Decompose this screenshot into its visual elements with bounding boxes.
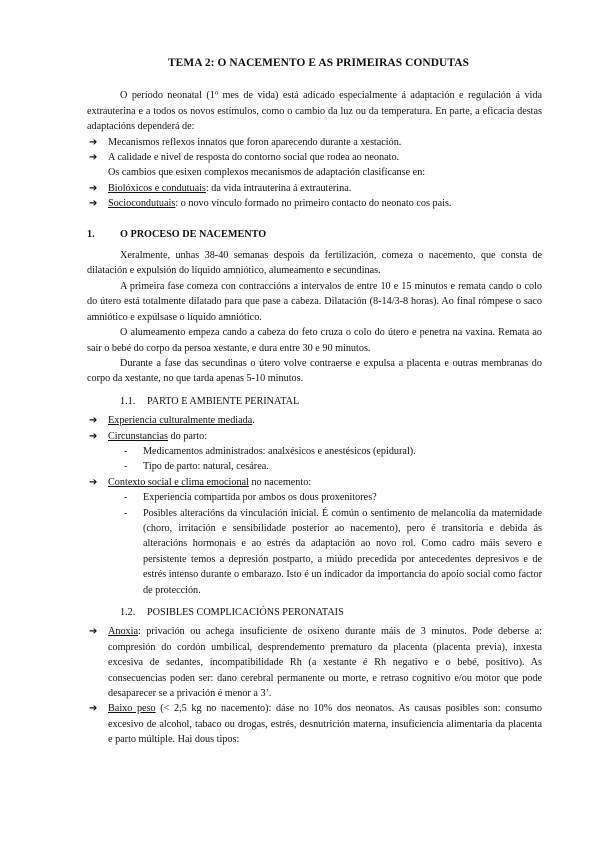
arrow-icon: ➔ (89, 476, 98, 488)
list-item (87, 701, 542, 747)
list-term: Experiencia culturalmente mediada (108, 415, 253, 427)
sub-list-text: Posibles alteracións da vinculación inicial. É común o sentimento de melancolía da maternidade (choro, irritación e sensibilidade posterior ao nacemento), pero é transitoria e debida ás alteracións hormonais e ao estrés da adaptación ao novo rol. Como cadro máis severo e persistente temos a depresión postparto, a miúdo precedida por antecedentes depresivos e de estrés intenso durante o embarazo. Isto é un indicador da importancia do apoio social como factor de protección. (143, 507, 542, 596)
intro-bullet (87, 150, 542, 165)
sub-list-item (87, 490, 542, 505)
sub-list-item (87, 444, 542, 459)
list-text: . (252, 415, 255, 427)
list-text: do parto: (167, 430, 208, 442)
class-text: : o novo vínculo formado no primeiro contacto do neonato cos pais. (175, 198, 452, 210)
list-term: Anoxia (108, 626, 138, 638)
list-term: Circunstancias (108, 430, 168, 442)
list-text: : privación ou achega insuficiente de osíxeno durante máis de 3 minutos. Pode deberse a: compresión do cordón umbilical, desprendemento prematuro da placenta (placenta previa), inxesta excesiva de sedantes, incompatibilidade Rh (a xestante é Rh negativo e o bebé, positivo). As consecuencias poden ser: dano cerebral permanente ou morte, e retraso cognitivo e/ou motor que pode desaparecer se a privación é menor a 3’. (108, 626, 542, 700)
arrow-icon: ➔ (89, 152, 98, 164)
subsection-heading (87, 605, 542, 620)
arrow-icon: ➔ (89, 182, 98, 194)
class-bullet (87, 181, 542, 196)
arrow-icon: ➔ (89, 415, 98, 427)
intro-paragraph: O período neonatal (1º mes de vida) está adicado especialmente á adaptación e regulación á vida extrauterina e a todos os novos estímulos, como o cambio da luz ou da temperatura. En parte, a eficacia destas adaptacións dependerá de: (87, 90, 542, 133)
arrow-icon: ➔ (89, 198, 98, 210)
arrow-icon: ➔ (89, 136, 98, 148)
subsection-title: POSIBLES COMPLICACIÓNS PERONATAIS (147, 607, 344, 618)
body-paragraph: Xeralmente, unhas 38-40 semanas despois da fertilización, comeza o nacemento, que consta de dilatación e expulsión do líquido amniótico, alumeamento e secundinas. (87, 250, 542, 277)
class-term: Sociocondutuais (108, 198, 176, 210)
arrow-icon: ➔ (89, 430, 98, 442)
sub-list-item (87, 506, 542, 598)
section-title: O PROCESO DE NACEMENTO (120, 228, 267, 240)
list-item (87, 624, 542, 701)
list-term: Baixo peso (108, 703, 156, 715)
intro-note: Os cambios que esixen complexos mecanismos de adaptación clasifícanse en: (108, 167, 426, 179)
intro-bullet-text: A calidade e nivel de resposta do contorno social que rodea ao neonato. (108, 152, 400, 164)
list-item (87, 429, 542, 444)
body-paragraph: O alumeamento empeza cando a cabeza do feto cruza o colo do útero e penetra na vaxina. Remata ao saír o bebé do corpo da persoa xestante, e dura entre 30 e 90 minutos. (87, 327, 542, 354)
section-number: 1. (87, 228, 95, 240)
dash-marker: - (124, 445, 128, 457)
sub-list-text: Experiencia compartida por ambos os dous proxenitores? (143, 492, 377, 504)
subsection-heading (87, 394, 542, 409)
subsection-number: 1.1. (120, 395, 136, 407)
intro-bullet (87, 135, 542, 150)
page-title: TEMA 2: O NACEMENTO E AS PRIMEIRAS CONDUTAS (167, 57, 470, 69)
body-paragraph: A primeira fase comeza con contraccións a intervalos de entre 10 e 15 minutos e remata cando o colo do útero está totalmente dilatado para que pase a cabeza. Dilatación (8-14/3-8 horas). Ao final rómpese o saco amniótico e expúlsase o líquido amniótico. (87, 280, 542, 323)
list-text: (< 2,5 kg no nacemento): dáse no 10% dos neonatos. As causas posibles son: consumo excesivo de alcohol, tabaco ou drogas, estrés, desnutrición materna, insuficiencia alimentaria da placenta e parto múltiple. Hai dous tipos: (108, 703, 542, 746)
subsection-title: PARTO E AMBIENTE PERINATAL (147, 395, 300, 407)
section-heading (87, 227, 542, 242)
sub-list-item (87, 459, 542, 474)
list-term: Contexto social e clima emocional (108, 476, 249, 488)
class-bullet (87, 196, 542, 211)
sub-list-text: Medicamentos administrados: analxésicos e anestésicos (epidural). (143, 445, 416, 457)
dash-marker: - (124, 507, 128, 519)
dash-marker: - (124, 461, 128, 473)
intro-bullet-text: Mecanismos reflexos innatos que foron aparecendo durante a xestación. (108, 136, 402, 148)
arrow-icon: ➔ (89, 703, 98, 715)
subsection-number: 1.2. (120, 607, 136, 618)
dash-marker: - (124, 492, 128, 504)
list-text: no nacemento: (248, 476, 312, 488)
class-text: : da vida intrauterina á extrauterina. (205, 182, 352, 194)
sub-list-text: Tipo de parto: natural, cesárea. (143, 461, 269, 473)
arrow-icon: ➔ (89, 626, 98, 638)
body-paragraph: Durante a fase das secundinas o útero volve contraerse e expulsa a placenta e outras membranas do corpo da xestante, no que tarda apenas 5-10 minutos. (87, 357, 542, 385)
list-item (87, 475, 542, 490)
class-term: Biolóxicos e condutuais (108, 182, 206, 194)
list-item (87, 413, 542, 428)
